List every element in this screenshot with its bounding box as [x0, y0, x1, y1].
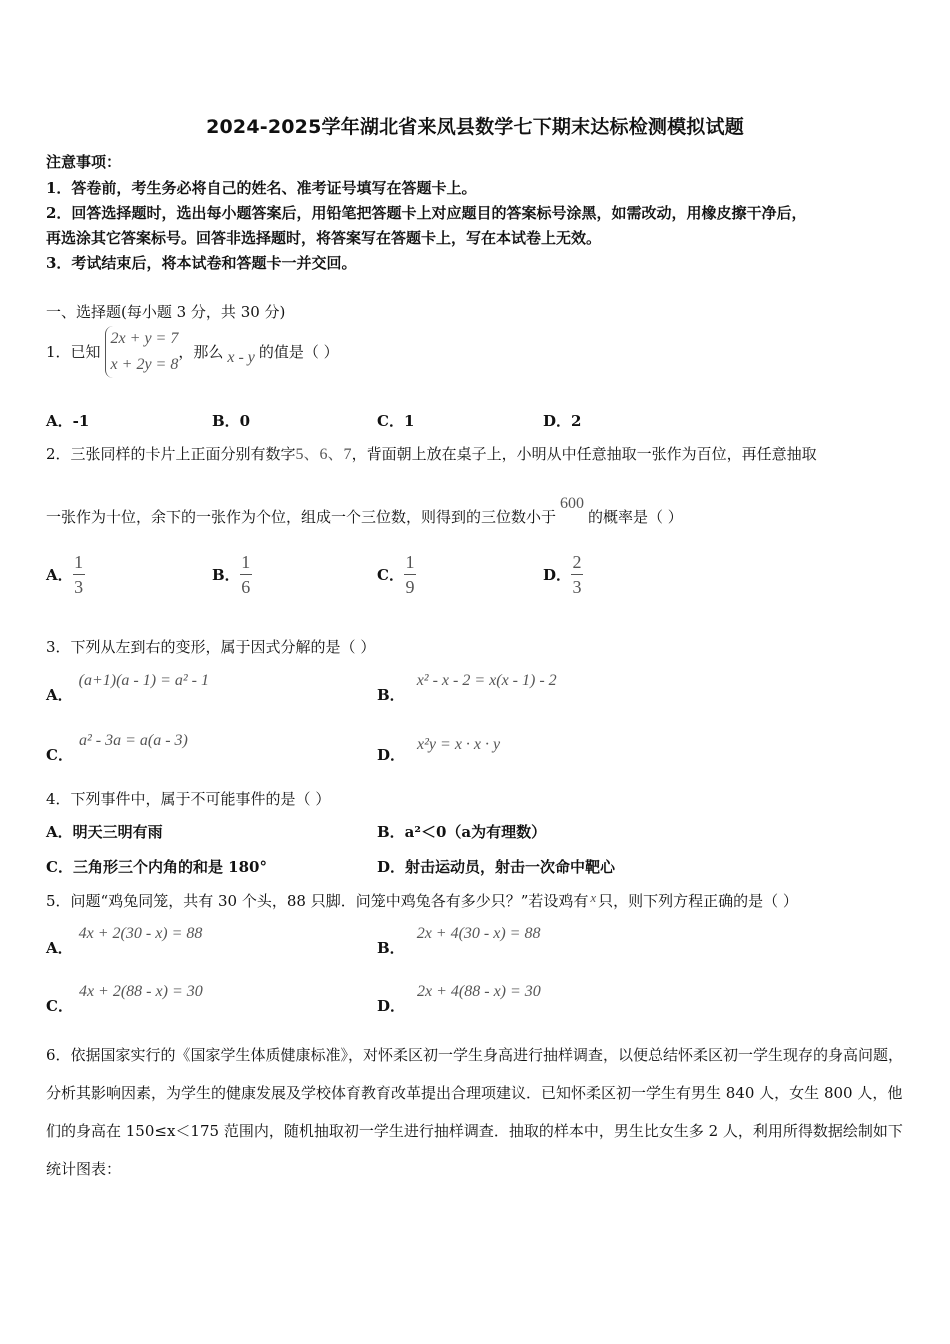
denominator: 3: [74, 577, 84, 597]
notice-item: 2．回答选择题时，选出每小题答案后，用铅笔把答题卡上对应题目的答案标号涂黑，如需改动，用橡皮擦干净后，: [46, 204, 807, 222]
q2-text: 一张作为十位，余下的一张作为个位，组成一个三位数，则得到的三位数小于: [46, 508, 557, 526]
equation-2: x + 2y = 8: [110, 356, 179, 373]
fraction: [571, 553, 583, 596]
numerator: 2: [572, 552, 582, 572]
fraction: [404, 553, 416, 596]
option-label: A．: [46, 686, 73, 704]
notice-item: 1．答卷前，考生务必将自己的姓名、准考证号填写在答题卡上。: [46, 179, 477, 197]
question-5-stem: [46, 891, 798, 912]
option-label: C．: [46, 746, 73, 764]
option-label: A．: [46, 939, 73, 957]
q5-text: 只，则下列方程正确的是（ ）: [598, 892, 798, 910]
page-title: 2024-2025学年湖北省来凤县数学七下期末达标检测模拟试题: [206, 116, 744, 138]
notice-item: 再选涂其它答案标号。回答非选择题时，将答案写在答题卡上，写在本试卷上无效。: [46, 229, 602, 247]
q5-option-d: [377, 983, 541, 1016]
numerator: 1: [74, 552, 84, 572]
option-expression: a² - 3a = a(a - 3): [78, 732, 188, 749]
option-label: C．: [46, 997, 73, 1015]
denominator: 9: [405, 577, 415, 597]
question-3-stem: 3．下列从左到右的变形，属于因式分解的是（ ）: [46, 638, 376, 656]
q1-option-d: D．2: [543, 412, 582, 430]
fraction-bar: [240, 574, 252, 575]
q2-option-b: [212, 553, 252, 596]
q5-option-c: [46, 983, 203, 1016]
q3-option-c: [46, 732, 188, 765]
q1-mid: ，那么: [178, 343, 224, 361]
option-label: C．: [377, 566, 404, 584]
option-expression: 4x + 2(30 - x) = 88: [78, 925, 203, 942]
q1-option-b: B．0: [212, 412, 251, 430]
q3-option-d: [377, 732, 500, 765]
option-label: B．: [377, 939, 405, 957]
q5-option-a: [46, 925, 202, 958]
numerator: 1: [241, 552, 251, 572]
q2-option-a: [46, 553, 85, 596]
q2-option-c: [377, 553, 416, 596]
q2-text: 的概率是（ ）: [588, 508, 683, 526]
q1-option-a: A．-1: [46, 412, 90, 430]
q1-option-c: C．1: [377, 412, 415, 430]
q2-number-600: 600: [560, 495, 585, 512]
option-label: D．: [543, 566, 572, 584]
denominator: 6: [241, 577, 251, 597]
denominator: 3: [572, 577, 582, 597]
option-expression: x² - x - 2 = x(x - 1) - 2: [416, 672, 557, 689]
q5-text: 5．问题“鸡兔同笼，共有 30 个头，88 只脚．问笼中鸡兔各有多少只？”若设鸡有: [46, 892, 589, 910]
section-heading: 一、选择题(每小题 3 分，共 30 分): [46, 303, 286, 321]
fraction-bar: [404, 574, 416, 575]
q2-text: 2．三张同样的卡片上正面分别有数字: [46, 445, 296, 463]
fraction: [73, 553, 85, 596]
q4-option-d: D．射击运动员，射击一次命中靶心: [377, 858, 616, 876]
q4-option-a: A．明天三明有雨: [46, 823, 163, 841]
fraction: [240, 553, 252, 596]
option-expression: x²y = x · x · y: [417, 736, 501, 753]
option-expression: (a+1)(a - 1) = a² - 1: [78, 672, 209, 689]
q2-numbers: 5、6、7: [295, 446, 352, 463]
q3-option-b: [377, 672, 557, 705]
q2-text: ，背面朝上放在桌子上，小明从中任意抽取一张作为百位，再任意抽取: [351, 445, 817, 463]
option-label: D．: [377, 997, 406, 1015]
question-1: [46, 326, 339, 378]
option-expression: 4x + 2(88 - x) = 30: [78, 983, 203, 1000]
equation-1: 2x + y = 7: [110, 330, 179, 347]
question-4-stem: 4．下列事件中，属于不可能事件的是（ ）: [46, 790, 331, 808]
q2-option-d: [543, 553, 583, 596]
option-label: B．: [212, 566, 240, 584]
option-label: D．: [377, 746, 406, 764]
q1-expression: x - y: [227, 349, 255, 366]
q4-option-c: C．三角形三个内角的和是 180°: [46, 858, 267, 876]
notice-heading: 注意事项：: [46, 153, 122, 171]
q1-prefix: 1．已知: [46, 343, 101, 361]
q1-suffix: 的值是（ ）: [258, 343, 339, 361]
question-6-text: 6．依据国家实行的《国家学生体质健康标准》，对怀柔区初一学生身高进行抽样调查，以便总结怀柔区初一学生现存的身高问题，分析其影响因素，为学生的健康发展及学校体育教育改革提出合理项建议．已知怀柔区初一学生有男生 840 人，女生 800 人，他们的身高在 150≤x＜175 范围内，随机抽取初一学生进行抽样调查．抽取的样本中，男生比女生多 2 人，利用所得数据绘制如下统计图表：: [46, 1046, 904, 1178]
q5-variable: x: [590, 890, 597, 905]
option-expression: 2x + 4(30 - x) = 88: [416, 925, 541, 942]
equation-system: [105, 326, 179, 378]
fraction-bar: [571, 574, 583, 575]
fraction-bar: [73, 574, 85, 575]
option-expression: 2x + 4(88 - x) = 30: [417, 983, 541, 1000]
q4-option-b: B．a²＜0（a为有理数）: [377, 823, 547, 841]
question-2-line-1: [46, 444, 817, 465]
question-2-line-2: [46, 495, 683, 528]
notice-item: 3．考试结束后，将本试卷和答题卡一并交回。: [46, 254, 357, 272]
q5-option-b: [377, 925, 540, 958]
option-label: A．: [46, 566, 73, 584]
option-label: B．: [377, 686, 405, 704]
q3-option-a: [46, 672, 209, 705]
numerator: 1: [405, 552, 415, 572]
